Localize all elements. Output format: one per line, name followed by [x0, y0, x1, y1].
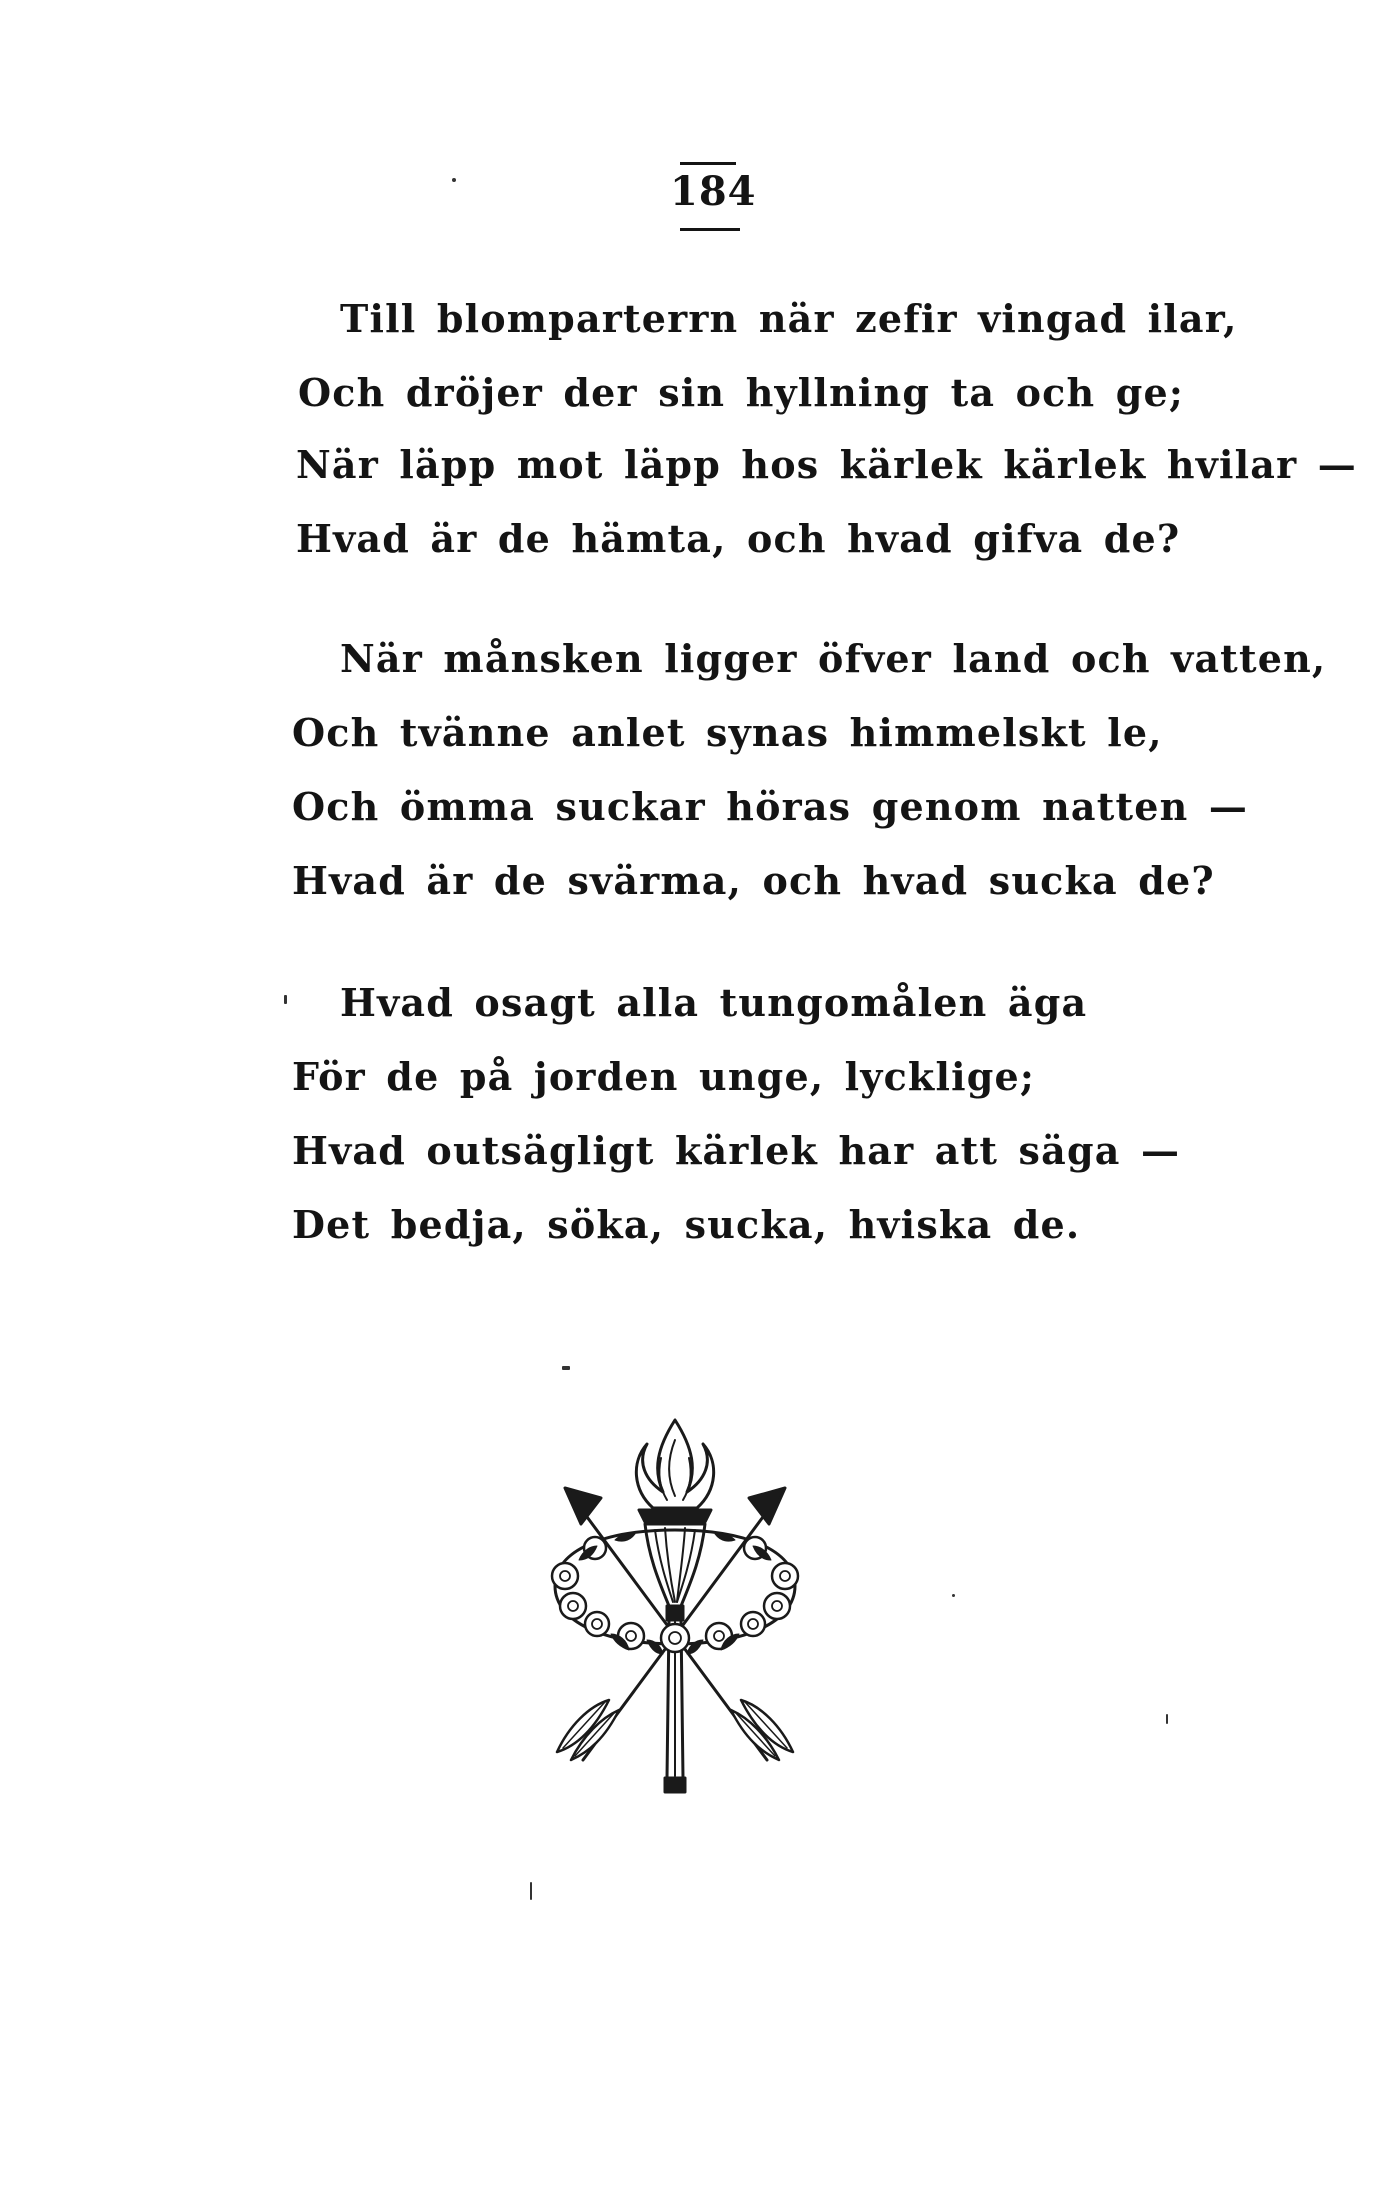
- page-number: 184: [670, 168, 757, 215]
- stanza-line: Hvad outsägligt kärlek har att säga —: [292, 1128, 1181, 1173]
- page-number-rule-top: [680, 162, 736, 165]
- page-number-rule-bottom: [680, 228, 740, 231]
- stanza-line: Och ömma suckar höras genom natten —: [292, 784, 1249, 829]
- torch-arrows-wreath-icon: [535, 1400, 815, 1820]
- stanza-line: Det bedja, söka, sucka, hviska de.: [292, 1202, 1081, 1247]
- print-speck: [530, 1882, 532, 1900]
- stanza-line: För de på jorden unge, lycklige;: [292, 1054, 1036, 1099]
- stanza-line: När läpp mot läpp hos kärlek kärlek hvilar —: [296, 442, 1357, 487]
- print-speck: [1166, 1714, 1168, 1724]
- print-speck: [284, 995, 287, 1004]
- stanza-line: Hvad är de svärma, och hvad sucka de?: [292, 858, 1215, 903]
- stanza-line: Och tvänne anlet synas himmelskt le,: [292, 710, 1163, 755]
- stanza-line: Hvad är de hämta, och hvad gifva de?: [296, 516, 1181, 561]
- stanza-line: Hvad osagt alla tungomålen äga: [340, 980, 1088, 1025]
- stanza-line: När månsken ligger öfver land och vatten,: [340, 636, 1327, 681]
- print-speck: [562, 1366, 570, 1370]
- print-speck: [452, 178, 456, 182]
- print-speck: [952, 1594, 955, 1597]
- stanza-line: Och dröjer der sin hyllning ta och ge;: [298, 370, 1185, 415]
- stanza-line: Till blomparterrn när zefir vingad ilar,: [340, 296, 1238, 341]
